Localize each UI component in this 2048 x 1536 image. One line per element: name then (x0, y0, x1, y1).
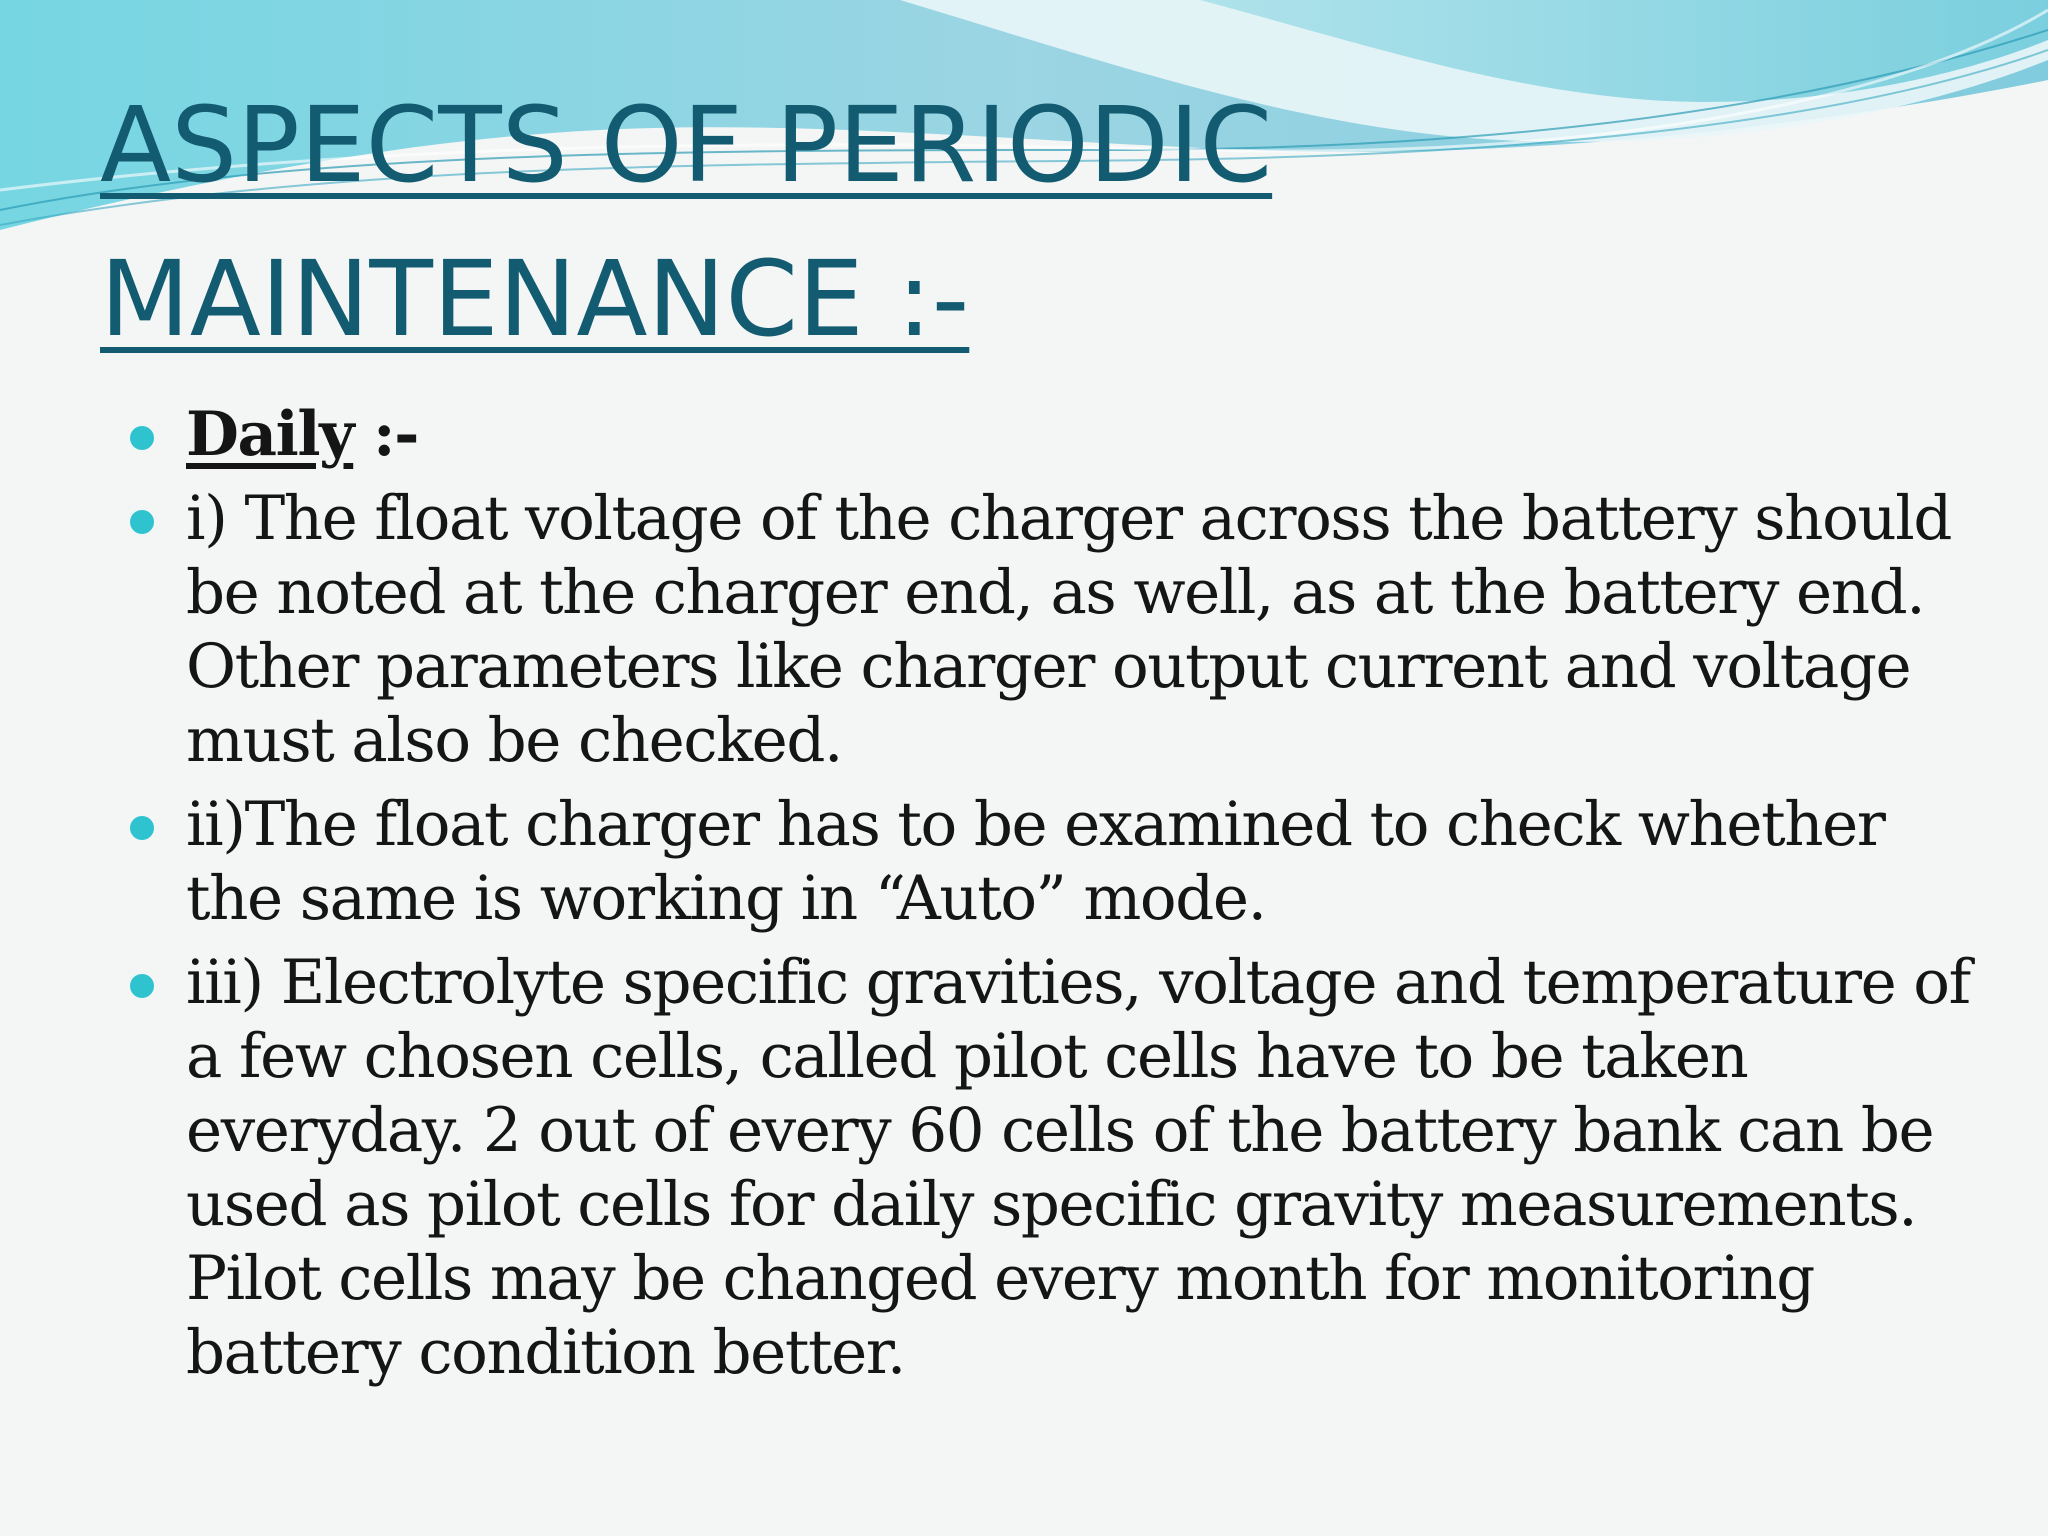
bullet-dot-icon (130, 974, 154, 998)
bullet-item-auto-mode (130, 788, 1960, 936)
text-line: everyday. 2 out of every 60 cells of the battery bank can be (186, 1095, 1934, 1166)
text-line: used as pilot cells for daily specific gravity measurements. (186, 1169, 1917, 1240)
slide-title (100, 68, 1800, 376)
daily-heading-suffix: :- (353, 399, 419, 470)
text-line: iii) Electrolyte specific gravities, voltage and temperature of (186, 947, 1970, 1018)
title-line-1: ASPECTS OF PERIODIC (100, 84, 1273, 206)
text-line: Pilot cells may be changed every month for monitoring (186, 1243, 1814, 1314)
bullet-item-float-voltage (130, 482, 1960, 778)
text-line: be noted at the charger end, as well, as at the battery end. (186, 557, 1925, 628)
text-line: must also be checked. (186, 705, 842, 776)
bullet-item-pilot-cells (130, 946, 1970, 1390)
bullet-dot-icon (130, 510, 154, 534)
text-line: ii)The float charger has to be examined to check whether (186, 789, 1885, 860)
daily-heading: Daily (186, 399, 354, 470)
bullet-dot-icon (130, 426, 154, 450)
text-line: i) The float voltage of the charger across the battery should (186, 483, 1952, 554)
title-line-2: MAINTENANCE :- (100, 238, 970, 360)
text-line: a few chosen cells, called pilot cells have to be taken (186, 1021, 1748, 1092)
text-line: Other parameters like charger output current and voltage (186, 631, 1911, 702)
bullet-dot-icon (130, 816, 154, 840)
text-line: battery condition better. (186, 1317, 905, 1388)
text-line: the same is working in “Auto” mode. (186, 863, 1266, 934)
bullet-list (130, 398, 1970, 1400)
bullet-item-daily (130, 398, 1960, 472)
